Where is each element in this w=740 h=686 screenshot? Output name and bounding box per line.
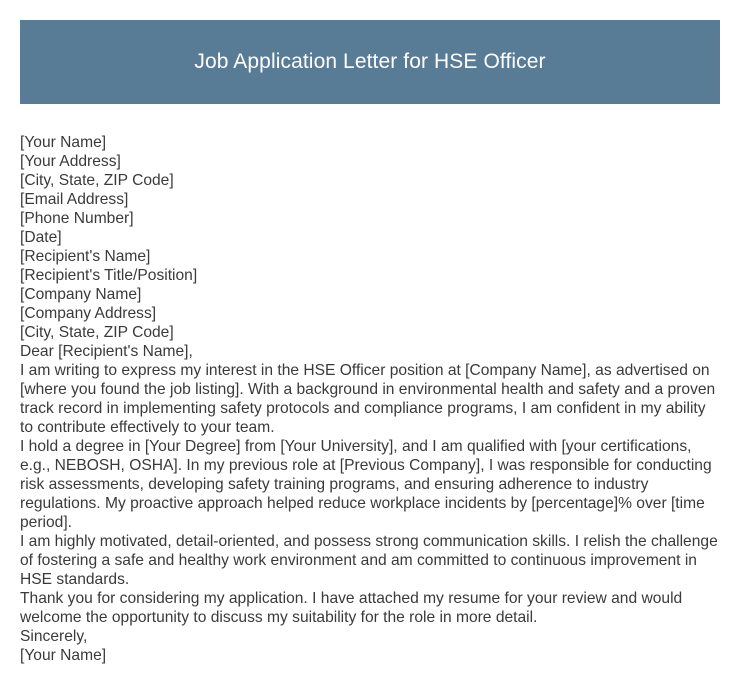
paragraph-qualifications: I hold a degree in [Your Degree] from [Your University], and I am qualified with [your certifications, e.g., NEBOSH, OSHA]. In my previous role at [Previous Company], I was responsible for conducting risk assessments, developing safety training programs, and ensuring adherence to industry regulations. My proactive approach helped reduce workplace incidents by [percentage]% over [time period]. xyxy=(20,438,712,531)
letter-date: [Date] xyxy=(20,229,62,246)
closing: Sincerely, xyxy=(20,628,88,645)
sender-city-state-zip: [City, State, ZIP Code] xyxy=(20,172,174,189)
sender-phone: [Phone Number] xyxy=(20,210,134,227)
recipient-title: [Recipient's Title/Position] xyxy=(20,267,198,284)
recipient-address: [Company Address] xyxy=(20,305,157,322)
sender-address: [Your Address] xyxy=(20,153,121,170)
recipient-city-state-zip: [City, State, ZIP Code] xyxy=(20,324,174,341)
signature: [Your Name] xyxy=(20,647,107,664)
title-banner xyxy=(20,20,720,104)
sender-block xyxy=(20,133,722,247)
paragraph-thanks: Thank you for considering my application. I have attached my resume for your review and would welcome the opportunity to discuss my suitability for the role in more detail. xyxy=(20,590,683,626)
sender-email: [Email Address] xyxy=(20,191,129,208)
recipient-name: [Recipient's Name] xyxy=(20,248,151,265)
paragraph-motivation: I am highly motivated, detail-oriented, and possess strong communication skills. I relish the challenge of fostering a safe and healthy work environment and am committed to continuous improvement in HSE standards. xyxy=(20,533,718,588)
sender-name: [Your Name] xyxy=(20,134,107,151)
paragraph-intro: I am writing to express my interest in the HSE Officer position at [Company Name], as advertised on [where you found the job listing]. With a background in environmental health and safety and a proven track record in implementing safety protocols and compliance programs, I am confident in my ability to contribute effectively to your team. xyxy=(20,362,716,436)
recipient-block xyxy=(20,247,722,342)
letter-body xyxy=(20,133,722,665)
salutation: Dear [Recipient's Name], xyxy=(20,343,193,360)
page-title: Job Application Letter for HSE Officer xyxy=(194,50,546,73)
recipient-company: [Company Name] xyxy=(20,286,142,303)
